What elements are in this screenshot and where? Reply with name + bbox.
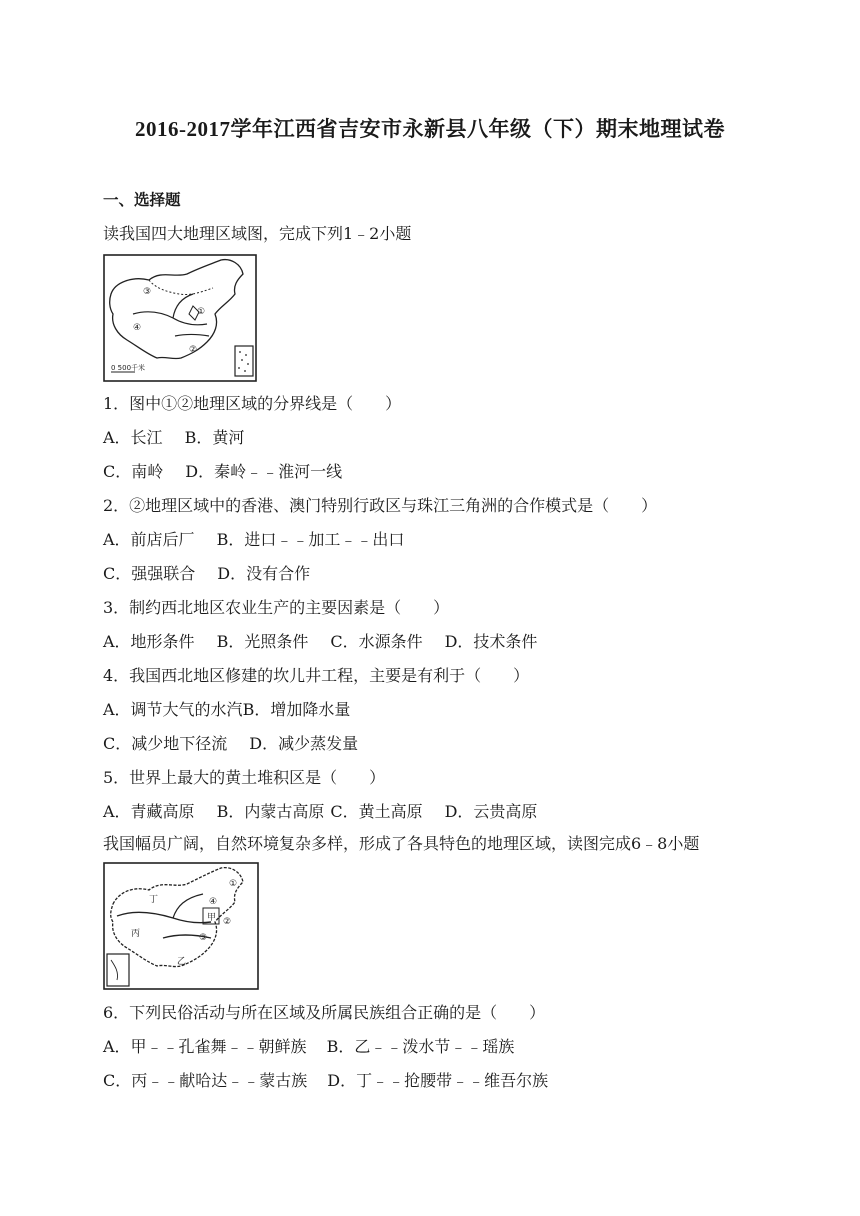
- map2-label-3: ③: [199, 933, 208, 943]
- map1-label-4: ④: [133, 323, 142, 333]
- map1-label-2: ②: [189, 345, 198, 355]
- question-3-stem: 3．制约西北地区农业生产的主要因素是（ ）: [103, 598, 450, 617]
- intro-text-2: 我国幅员广阔，自然环境复杂多样，形成了各具特色的地理区域，读图完成6﹣8小题: [103, 834, 700, 853]
- question-2-option-c[interactable]: C．强强联合: [103, 564, 196, 583]
- question-2-stem: 2．②地理区域中的香港、澳门特别行政区与珠江三角洲的合作模式是（ ）: [103, 496, 658, 515]
- question-5-option-c[interactable]: C．黄土高原: [330, 802, 423, 821]
- map-four-regions: [103, 254, 257, 382]
- question-4-options-row1: [103, 700, 350, 720]
- question-1-option-a[interactable]: A．长江: [103, 428, 163, 447]
- question-2-options-row2: [103, 564, 310, 584]
- question-6-option-c[interactable]: C．丙﹣﹣献哈达﹣﹣蒙古族: [103, 1071, 308, 1090]
- question-2-option-b[interactable]: B．进口﹣﹣加工﹣﹣出口: [216, 530, 405, 549]
- question-6-option-d[interactable]: D．丁﹣﹣抢腰带﹣﹣维吾尔族: [327, 1071, 549, 1090]
- map2-label-2: ②: [223, 917, 232, 927]
- question-4-stem: 4．我国西北地区修建的坎儿井工程，主要是有利于（ ）: [103, 666, 530, 685]
- question-6-option-a[interactable]: A．甲﹣﹣孔雀舞﹣﹣朝鲜族: [103, 1037, 307, 1056]
- question-5-stem: 5．世界上最大的黄土堆积区是（ ）: [103, 768, 386, 787]
- question-5-option-d[interactable]: D．云贵高原: [444, 802, 538, 821]
- question-2-option-a[interactable]: A．前店后厂: [103, 530, 195, 549]
- map2-label-bing: 丙: [131, 929, 141, 939]
- question-6-options-row2: [103, 1071, 548, 1091]
- question-6-options-row1: [103, 1037, 514, 1057]
- question-6-option-b[interactable]: B．乙﹣﹣泼水节﹣﹣瑶族: [326, 1037, 515, 1056]
- question-4-option-a[interactable]: A．调节大气的水汽: [103, 700, 243, 719]
- question-5-option-b[interactable]: B．内蒙古高原: [216, 802, 325, 821]
- question-1-option-d[interactable]: D．秦岭﹣﹣淮河一线: [185, 462, 343, 481]
- question-4-option-c[interactable]: C．减少地下径流: [103, 734, 228, 753]
- question-3-option-a[interactable]: A．地形条件: [103, 632, 195, 651]
- map1-scale: 0 500千米: [111, 364, 146, 372]
- question-2-option-d[interactable]: D．没有合作: [217, 564, 311, 583]
- question-1-options-row1: [103, 428, 244, 448]
- question-1-stem: 1．图中①②地理区域的分界线是（ ）: [103, 394, 402, 413]
- question-3-options-row1: [103, 632, 537, 652]
- question-5-options-row1: [103, 802, 537, 822]
- page-title: 2016-2017学年江西省吉安市永新县八年级（下）期末地理试卷: [135, 117, 725, 141]
- question-3-option-d[interactable]: D．技术条件: [444, 632, 538, 651]
- question-3-option-b[interactable]: B．光照条件: [216, 632, 309, 651]
- map2-label-jia: 甲: [207, 913, 217, 923]
- map1-label-3: ③: [143, 287, 152, 297]
- question-4-option-d[interactable]: D．减少蒸发量: [249, 734, 359, 753]
- intro-text-1: 读我国四大地理区域图，完成下列1﹣2小题: [103, 224, 412, 243]
- question-5-option-a[interactable]: A．青藏高原: [103, 802, 195, 821]
- question-1-option-c[interactable]: C．南岭: [103, 462, 164, 481]
- map2-label-ding: 丁: [149, 895, 159, 905]
- question-1-option-b[interactable]: B．黄河: [184, 428, 245, 447]
- map2-label-yi: 乙: [177, 957, 187, 967]
- question-2-options-row1: [103, 530, 404, 550]
- question-4-options-row2: [103, 734, 358, 754]
- map2-label-4: ④: [209, 897, 218, 907]
- map2-label-1: ①: [229, 879, 238, 889]
- question-1-options-row2: [103, 462, 342, 482]
- map-regions-ethnic: [103, 862, 259, 990]
- question-4-option-b[interactable]: B．增加降水量: [242, 700, 351, 719]
- question-6-stem: 6．下列民俗活动与所在区域及所属民族组合正确的是（ ）: [103, 1003, 546, 1022]
- map1-label-1: ①: [197, 307, 206, 317]
- section-heading: 一、选择题: [103, 191, 181, 209]
- question-3-option-c[interactable]: C．水源条件: [330, 632, 423, 651]
